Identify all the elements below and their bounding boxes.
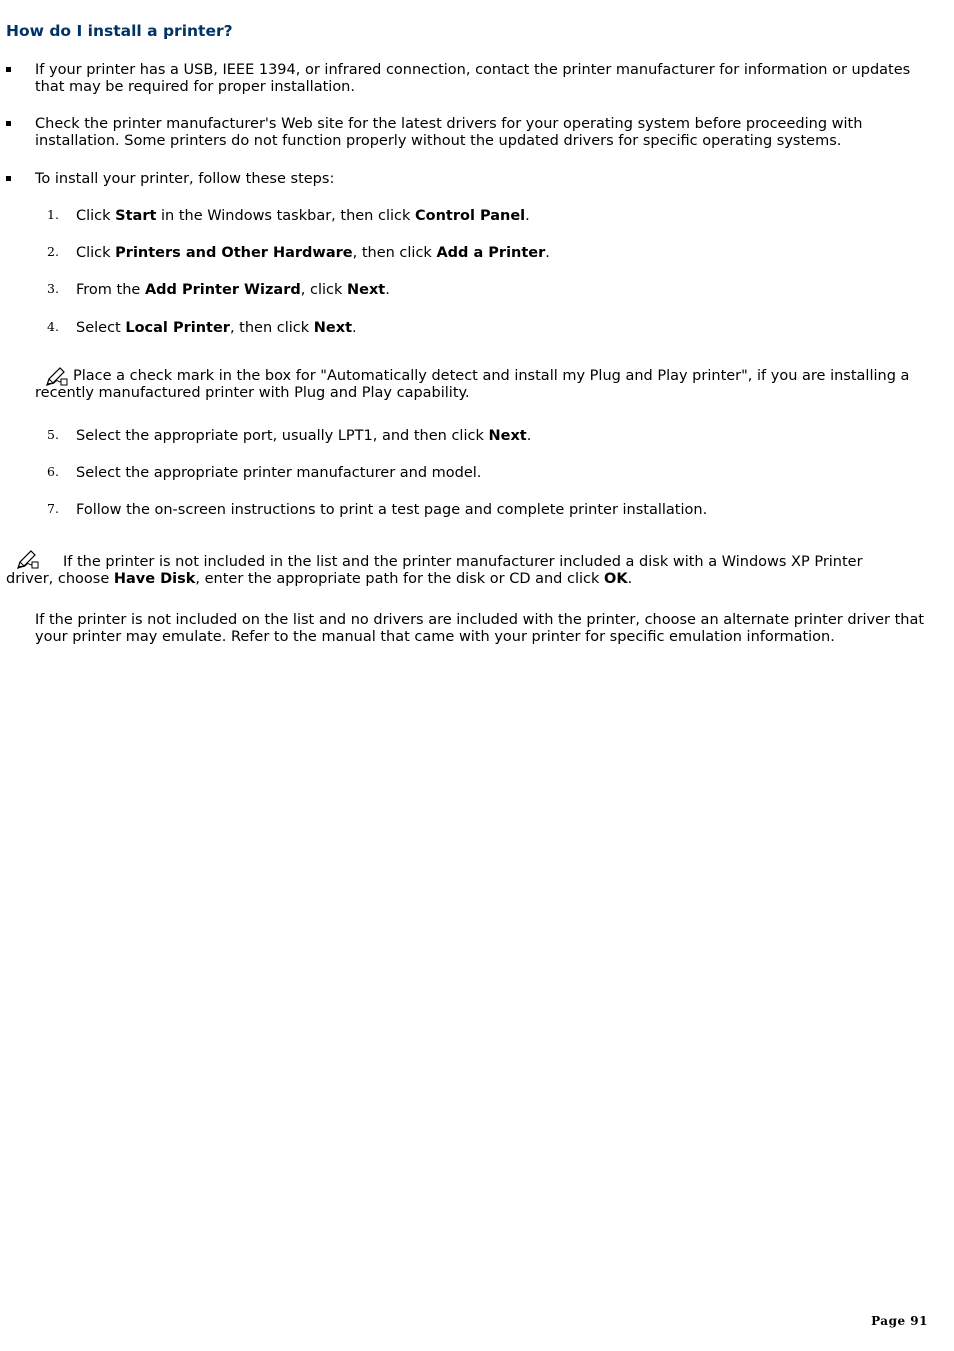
ui-label: Have Disk — [113, 571, 196, 587]
step-text: From the Add Printer Wizard, click Next. — [76, 282, 390, 298]
step-text: Select the appropriate port, usually LPT1, and then click Next. — [76, 428, 532, 444]
step-number: 2. — [47, 244, 59, 259]
bullet-square-icon — [6, 121, 11, 126]
ui-label: Next — [346, 282, 386, 298]
page-title: How do I install a printer? — [6, 22, 233, 40]
ui-label: Next — [313, 320, 353, 336]
step-number: 4. — [47, 319, 59, 334]
note-text: If the printer is not included in the list and the printer manufacturer included a disk with a Windows XP Printer driver, choose Have Disk, enter the appropriate path for the disk or CD and click OK. — [6, 554, 863, 587]
ui-label: Next — [488, 428, 527, 444]
note-text: Place a check mark in the box for "Automatically detect and install my Plug and Play printer", if you are installing a recently manufactured printer with Plug and Play capability. — [35, 368, 910, 401]
ui-label: Add a Printer — [436, 245, 546, 261]
step-text: Select the appropriate printer manufacturer and model. — [76, 465, 482, 481]
page-number: Page 91 — [871, 1314, 928, 1328]
step-text: Click Printers and Other Hardware, then click Add a Printer. — [76, 245, 550, 261]
step-number: 5. — [47, 427, 59, 442]
ui-label: OK — [604, 571, 628, 587]
bullet-text: To install your printer, follow these steps: — [35, 171, 335, 187]
bullet-square-icon — [6, 176, 11, 181]
ui-label: Local Printer — [125, 320, 230, 336]
step-text: Select Local Printer, then click Next. — [76, 320, 357, 336]
step-text: Click Start in the Windows taskbar, then click Control Panel. — [76, 208, 530, 224]
step-number: 1. — [47, 207, 59, 222]
ui-label: Printers and Other Hardware — [115, 245, 353, 261]
step-number: 3. — [47, 281, 59, 296]
paragraph: If the printer is not included on the list and no drivers are included with the printer, choose an alternate printer driver that your printer may emulate. Refer to the manual that came with your printer for specific emulation information. — [35, 612, 925, 645]
bullet-text: Check the printer manufacturer's Web site for the latest drivers for your operating system before proceeding with installation. Some printers do not function properly without the updated drivers for specific operating systems. — [35, 116, 863, 149]
step-number: 7. — [47, 501, 59, 516]
step-number: 6. — [47, 464, 59, 479]
step-text: Follow the on-screen instructions to print a test page and complete printer installation. — [76, 502, 708, 518]
ui-label: Start — [115, 208, 157, 224]
bullet-text: If your printer has a USB, IEEE 1394, or infrared connection, contact the printer manufacturer for information or updates that may be required for proper installation. — [35, 62, 911, 95]
ui-label: Add Printer Wizard — [144, 282, 301, 298]
bullet-square-icon — [6, 67, 11, 72]
ui-label: Control Panel — [415, 208, 526, 224]
